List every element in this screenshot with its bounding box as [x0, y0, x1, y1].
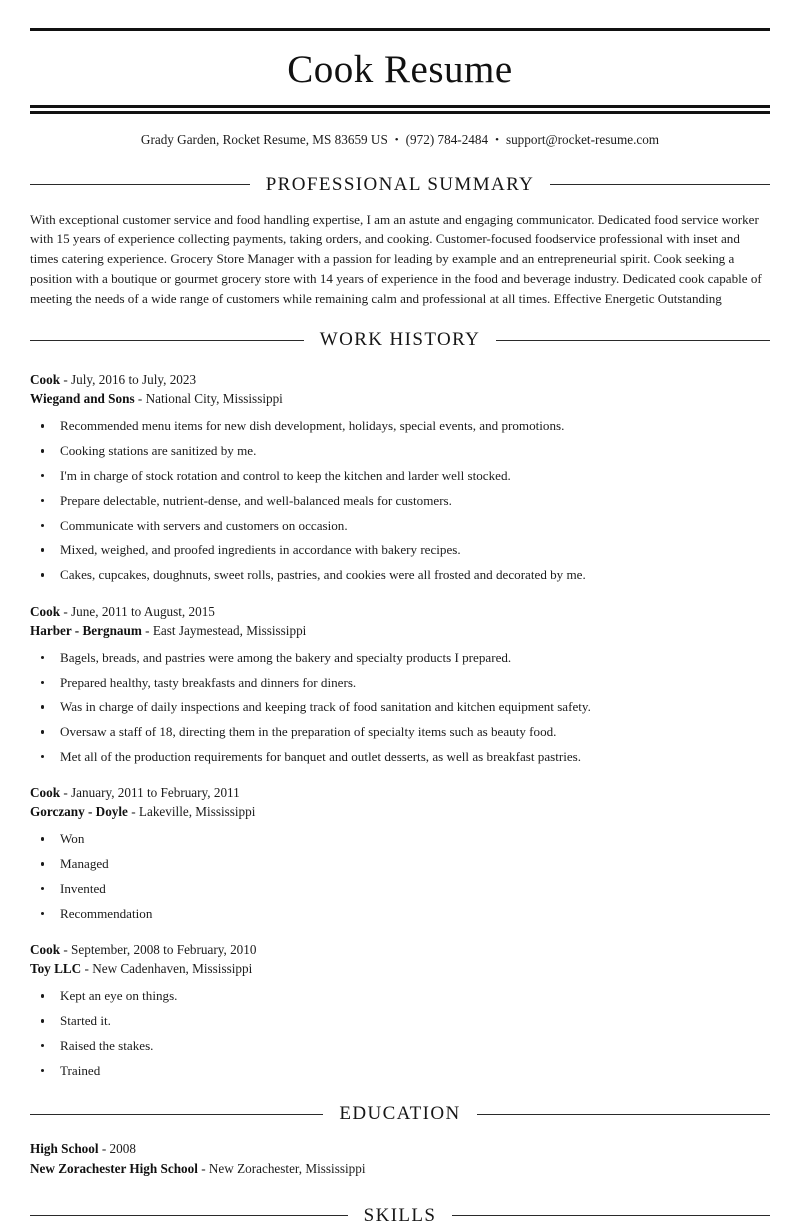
list-item: Met all of the production requirements for banquet and outlet desserts, as well as breakfast pastries.	[30, 748, 770, 766]
job-title: Cook	[30, 942, 61, 958]
separator: -	[131, 804, 136, 820]
separator: -	[101, 1141, 107, 1157]
work-entry-title-line	[30, 602, 770, 621]
heading-rule-left	[30, 340, 304, 341]
heading-rule-right	[477, 1114, 770, 1115]
resume-page	[0, 28, 800, 1226]
education-entries	[30, 1139, 770, 1178]
education-degree-line	[30, 1139, 770, 1159]
list-item: Prepared healthy, tasty breakfasts and dinners for diners.	[30, 674, 770, 692]
job-dates: June, 2011 to August, 2015	[71, 603, 215, 619]
contact-separator-1: •	[394, 134, 399, 147]
work-entry-bullets	[30, 830, 770, 922]
school-name: New Zorachester High School	[30, 1160, 198, 1176]
separator: -	[63, 372, 68, 388]
work-entry	[30, 370, 770, 583]
contact-line	[30, 131, 770, 149]
separator: -	[63, 942, 68, 958]
section-label: SKILLS	[363, 1204, 437, 1226]
work-entry-company-line	[30, 959, 770, 978]
work-entry-bullets	[30, 987, 770, 1079]
header-double-rule	[30, 105, 770, 114]
work-entry	[30, 940, 770, 1079]
list-item: Oversaw a staff of 18, directing them in the preparation of specialty items such as beauty food.	[30, 723, 770, 741]
list-item: Was in charge of daily inspections and keeping track of food sanitation and kitchen equipment safety.	[30, 698, 770, 716]
work-entry-bullets	[30, 649, 770, 766]
work-history-entries	[30, 370, 770, 1079]
list-item: Managed	[30, 855, 770, 873]
heading-rule-left	[30, 1114, 323, 1115]
list-item: Cakes, cupcakes, doughnuts, sweet rolls, pastries, and cookies were all frosted and decorated by me.	[30, 566, 770, 584]
work-entry-bullets	[30, 417, 770, 583]
company-name: Toy LLC	[30, 961, 82, 977]
page-title: Cook Resume	[287, 48, 513, 91]
contact-phone: (972) 784-2484	[405, 132, 489, 148]
job-title: Cook	[30, 785, 61, 801]
contact-separator-2: •	[495, 134, 499, 147]
contact-email: support@rocket-resume.com	[505, 132, 660, 148]
list-item: Kept an eye on things.	[30, 987, 770, 1005]
separator: -	[201, 1160, 206, 1176]
list-item: Communicate with servers and customers on occasion.	[30, 517, 770, 535]
section-label: EDUCATION	[339, 1103, 461, 1125]
section-label: WORK HISTORY	[319, 329, 481, 351]
separator: -	[63, 785, 68, 801]
list-item: Recommended menu items for new dish development, holidays, special events, and promotions.	[30, 417, 770, 435]
job-dates: July, 2016 to July, 2023	[71, 372, 197, 388]
list-item: I'm in charge of stock rotation and control to keep the kitchen and larder well stocked.	[30, 467, 770, 485]
work-entry-title-line	[30, 940, 770, 959]
list-item: Bagels, breads, and pastries were among the bakery and specialty products I prepared.	[30, 649, 770, 667]
separator: -	[63, 603, 68, 619]
work-entry-title-line	[30, 370, 770, 389]
job-location: East Jaymestead, Mississippi	[152, 622, 307, 638]
professional-summary-text: With exceptional customer service and food handling expertise, I am an astute and engaging communicator. Dedicated food service worker with 15 years of experience collecting payments, taking orders, and cooking. Customer-focused foodservice professional with inset and times catering experience. Grocery Store Manager with a passion for leading by example and an entrepreneurial spirit. Cook seeking a position with a boutique or gourmet grocery store with 14 years of experience in the food and beverage industry. Dedicated cook capable of meeting the needs of a wide range of customers while remaining calm and professional at all times. Effective Energetic Outstanding	[30, 211, 762, 306]
job-dates: January, 2011 to February, 2011	[71, 785, 240, 801]
list-item: Started it.	[30, 1012, 770, 1030]
list-item: Won	[30, 830, 770, 848]
work-entry-company-line	[30, 621, 770, 640]
section-heading-work-history	[30, 329, 770, 351]
heading-rule-left	[30, 1215, 348, 1216]
company-name: Wiegand and Sons	[30, 391, 135, 407]
education-entry	[30, 1139, 770, 1178]
work-entry-company-line	[30, 802, 770, 821]
section-heading-skills	[30, 1205, 770, 1227]
job-dates: September, 2008 to February, 2010	[71, 942, 257, 958]
list-item: Recommendation	[30, 905, 770, 923]
job-title: Cook	[30, 372, 61, 388]
job-location: Lakeville, Mississippi	[138, 804, 256, 820]
heading-rule-right	[496, 340, 770, 341]
list-item: Invented	[30, 880, 770, 898]
job-location: New Cadenhaven, Mississippi	[92, 961, 253, 977]
separator: -	[137, 391, 143, 407]
list-item: Trained	[30, 1062, 770, 1080]
list-item: Prepare delectable, nutrient-dense, and well-balanced meals for customers.	[30, 492, 770, 510]
list-item: Raised the stakes.	[30, 1037, 770, 1055]
company-name: Harber - Bergnaum	[30, 622, 142, 638]
work-entry-title-line	[30, 783, 770, 802]
section-heading-professional-summary	[30, 174, 770, 196]
degree-year: 2008	[109, 1141, 136, 1157]
work-entry	[30, 783, 770, 922]
heading-rule-right	[550, 184, 770, 185]
job-location: National City, Mississippi	[145, 391, 283, 407]
contact-address: Grady Garden, Rocket Resume, MS 83659 US	[140, 132, 388, 148]
job-title: Cook	[30, 603, 61, 619]
list-item: Mixed, weighed, and proofed ingredients in accordance with bakery recipes.	[30, 541, 770, 559]
work-entry-company-line	[30, 389, 770, 408]
section-heading-education	[30, 1103, 770, 1125]
degree-name: High School	[30, 1141, 99, 1157]
company-name: Gorczany - Doyle	[30, 804, 128, 820]
work-entry	[30, 602, 770, 766]
heading-rule-right	[452, 1215, 770, 1216]
resume-header	[30, 28, 770, 114]
separator: -	[84, 961, 89, 977]
list-item: Cooking stations are sanitized by me.	[30, 442, 770, 460]
school-location: New Zorachester, Mississippi	[208, 1160, 366, 1176]
separator: -	[145, 622, 150, 638]
section-label: PROFESSIONAL SUMMARY	[265, 173, 535, 195]
heading-rule-left	[30, 184, 250, 185]
education-school-line	[30, 1159, 770, 1179]
